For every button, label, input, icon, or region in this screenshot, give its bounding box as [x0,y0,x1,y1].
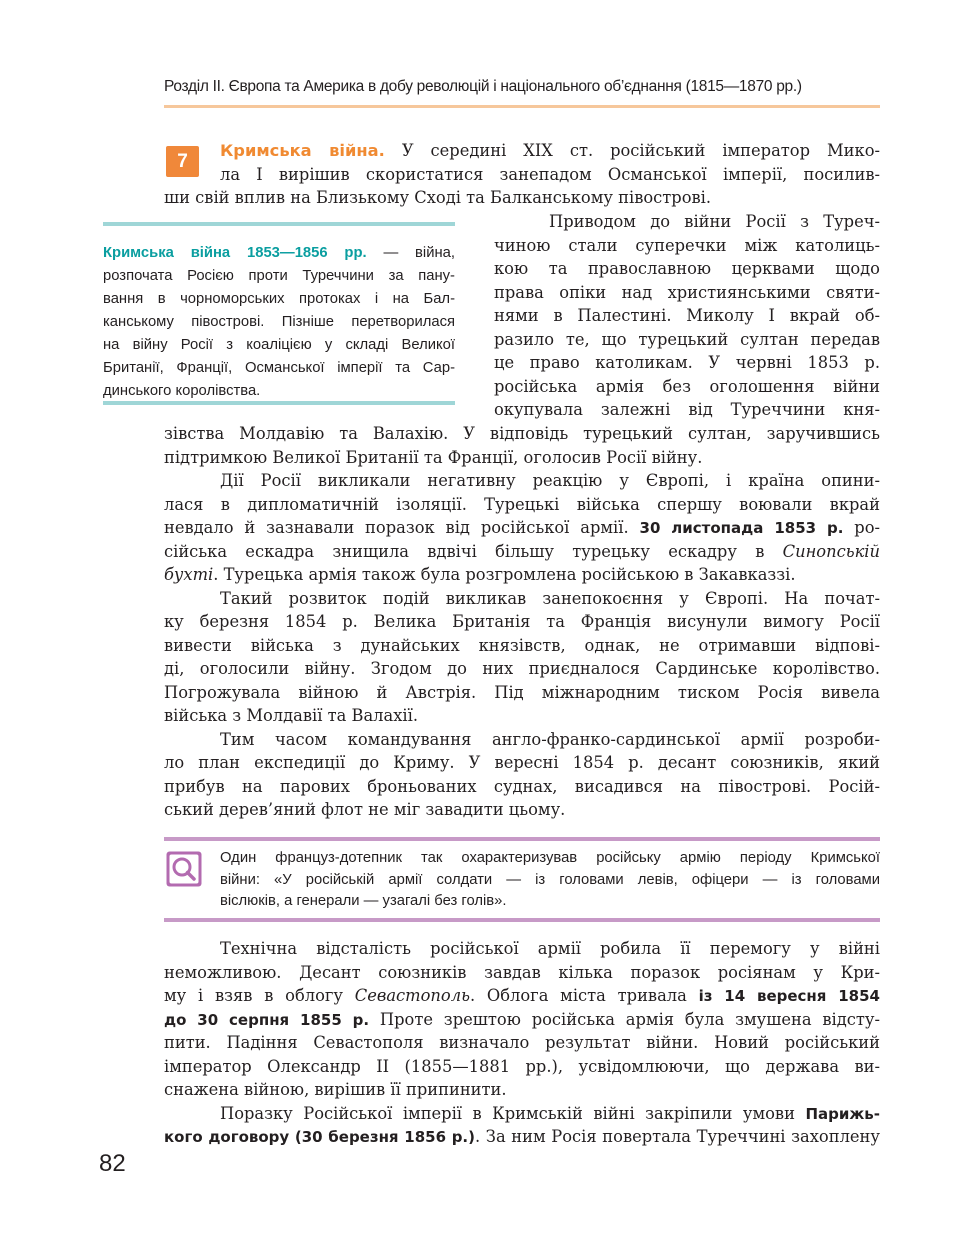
body-line: права опіки над християнськими святи- [494,283,880,302]
body-line: російська армія без оголошення війни [494,377,880,396]
body-line: Тим часом командування англо-франко-сардинської армії розроби- [220,730,880,749]
treaty-name: кого договору (30 березня 1856 р.) [164,1128,475,1146]
definition-line-6: Британії, Франції, Османської імперії та Сар- [103,360,455,376]
body-line: сійська ескадра знищила вдвічі більшу турецьку ескадру в Синопській [164,542,880,561]
place-name: Севастополь [354,986,470,1005]
body-line: ді, оголосили війну. Згодом до них приєдналося Сардинське королівство. [164,659,880,678]
body-line: Погрожувала війною й Австрія. Під міжнародним тиском Росія вивела [164,683,880,702]
body-line: нями в Палестині. Миколу I вкрай об- [494,306,880,325]
body-line: Дії Росії викликали негативну реакцію у Європі, і країна опини- [220,471,880,490]
quote-line: війни: «У російській армії солдати — із головами левів, офіцери — із головами [220,872,880,888]
body-line: вивести війська з дунайських князівств, однак, не отримавши відпові- [164,636,880,655]
treaty-name: Парижь- [805,1105,880,1123]
date-highlight: до 30 серпня 1855 р. [164,1011,370,1029]
quote-line: віслюків, а генерали — узагалі без голів». [220,893,507,909]
body-line: ку березня 1854 р. Велика Британія та Франція висунули вимогу Росії [164,612,880,631]
body-line: кою та православною церквами щодо [494,259,880,278]
body-line: невдало й зазнавали поразок від російської армії. 30 листопада 1853 р. ро- [164,518,881,537]
definition-top-rule [103,222,455,226]
definition-line-3: вання в чорноморських протоках і на Бал- [103,291,455,307]
section-number-badge [166,146,199,177]
definition-line-7: динського королівства. [103,383,261,399]
body-line: ський дерев’яний флот не міг завадити цьому. [164,800,566,819]
intro-line-2: ла I вирішив скористатися занепадом Османської імперії, посилив- [220,165,880,184]
body-line: Приводом до війни Росії з Туреч- [549,212,880,231]
body-line: підтримкою Великої Британії та Франції, оголосив Росії війну. [164,448,703,467]
date-highlight: 30 листопада 1853 р. [639,519,844,537]
body-line: Такий розвиток подій викликав занепокоєння у Європі. На почат- [220,589,880,608]
body-line: окупувала залежні від Туреччини кня- [494,400,880,419]
section-title: Кримська війна. [220,141,385,160]
quote-bottom-rule [164,918,880,922]
body-line: бухті. Турецька армія також була розгромлена російською в Закавказзі. [164,565,796,584]
intro-line-1: Кримська війна. У середині XIX ст. російський імператор Мико- [220,141,880,160]
definition-term: Кримська війна 1853—1856 рр. [103,245,367,261]
header-divider [164,105,880,108]
definition-line-5: на війну Росії з коаліцією у складі Великої [103,337,455,353]
body-line: Технічна відсталість російської армії робила її перемогу у війні [220,939,880,958]
magnifier-icon [166,851,202,887]
body-line: імператор Олександр II (1855—1881 рр.), усвідомлюючи, що держава ви- [164,1057,880,1076]
place-name: бухті [164,565,214,584]
quote-line: Один француз-дотепник так охарактеризував російську армію періоду Кримської [220,850,880,866]
place-name: Синопській [782,542,880,561]
quote-top-rule [164,837,880,841]
body-line: пити. Падіння Севастополя визначало результат війни. Новий російський [164,1033,880,1052]
body-line: разило те, що турецький султан передав [494,330,880,349]
body-line: чиною стали суперечки між католиць- [494,236,880,255]
running-header: Розділ ІІ. Європа та Америка в добу революцій і національного об’єднання (1815—1870 рр.) [164,78,802,95]
body-line: лася в дипломатичній ізоляції. Турецькі війська спершу воювали вкрай [164,495,880,514]
body-line: снажена війною, вирішив її припинити. [164,1080,507,1099]
definition-line-4: канському півострові. Пізніше перетворилася [103,314,455,330]
page-number: 82 [99,1150,126,1177]
section-number: 7 [177,151,188,172]
body-line: зівства Молдавію та Валахію. У відповідь турецький султан, заручившись [164,424,880,443]
body-line: війська з Молдавії та Валахії. [164,706,419,725]
body-line: Поразку Російської імперії в Кримській війні закріпили умови Парижь- [220,1104,880,1123]
definition-line-1: Кримська війна 1853—1856 рр. — війна, [103,245,455,261]
definition-line-2: розпочата Росією проти Туреччини за пану- [103,268,455,284]
body-line: це право католикам. У червні 1853 р. [494,353,880,372]
body-line: му і взяв в облогу Севастополь. Облога міста тривала із 14 вересня 1854 [164,986,880,1005]
body-line: прибув на парових броньованих суднах, висадився на півострові. Росій- [164,777,880,796]
definition-bottom-rule [103,401,455,405]
body-line: ло план експедиції до Криму. У вересні 1854 р. десант союзників, який [164,753,880,772]
body-line: кого договору (30 березня 1856 р.). За ним Росія повертала Туреччині захоплену [164,1127,880,1146]
intro-line-3: ши свій вплив на Близькому Сході та Балканському півострові. [164,188,712,207]
body-line: неможливою. Десант союзників завдав кілька поразок росіянам у Кри- [164,963,880,982]
body-line: до 30 серпня 1855 р. Проте зрештою російська армія була змушена відсту- [164,1010,880,1029]
date-highlight: із 14 вересня 1854 [698,987,880,1005]
